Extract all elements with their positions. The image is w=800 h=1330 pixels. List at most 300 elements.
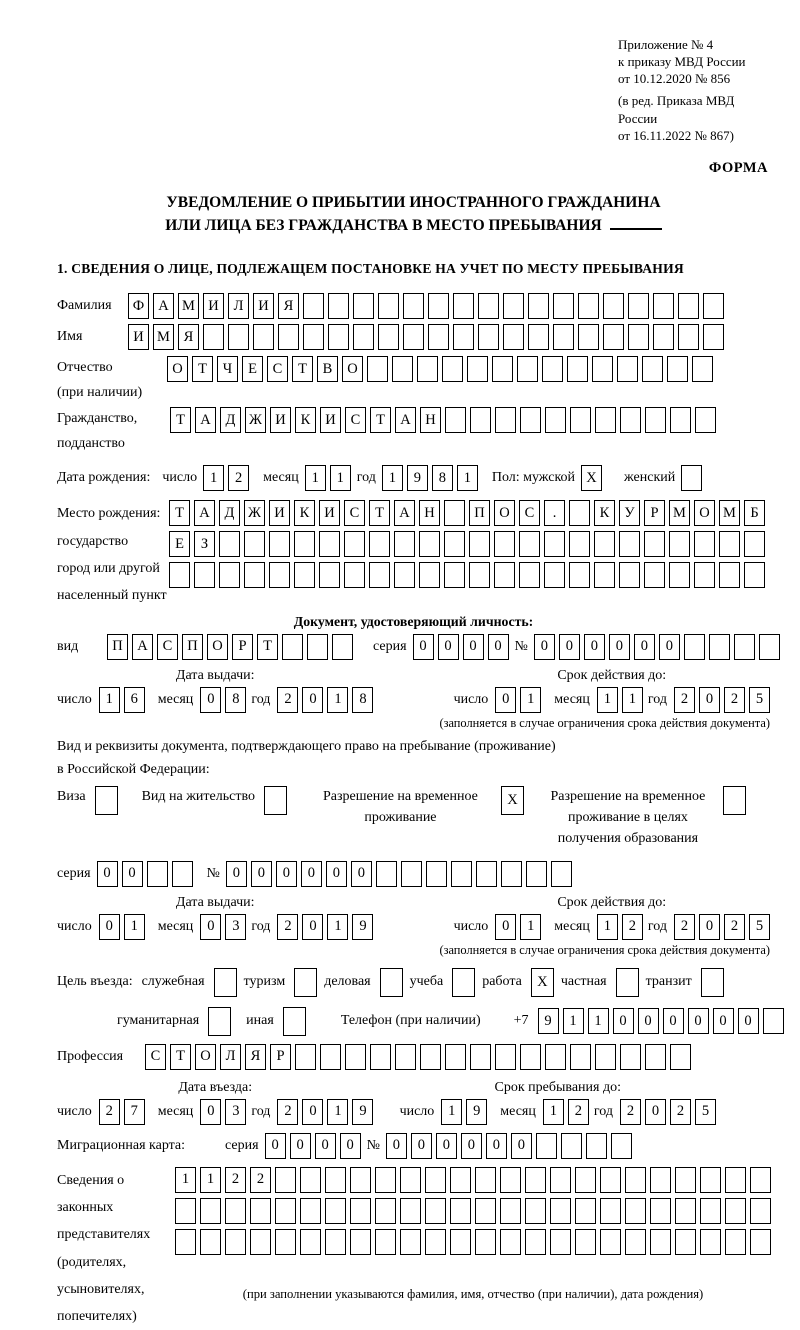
char-box[interactable]: 2 bbox=[228, 465, 249, 491]
char-box[interactable]: 1 bbox=[457, 465, 478, 491]
char-box[interactable] bbox=[169, 562, 190, 588]
char-box[interactable]: 1 bbox=[200, 1167, 221, 1193]
char-box[interactable] bbox=[400, 1229, 421, 1255]
char-box[interactable] bbox=[592, 356, 613, 382]
char-box[interactable]: 9 bbox=[352, 1099, 373, 1125]
char-box[interactable] bbox=[569, 562, 590, 588]
char-box[interactable] bbox=[600, 1198, 621, 1224]
char-box[interactable] bbox=[675, 1229, 696, 1255]
char-box[interactable] bbox=[594, 562, 615, 588]
char-box[interactable] bbox=[520, 1044, 541, 1070]
char-box[interactable] bbox=[670, 407, 691, 433]
char-box[interactable]: 1 bbox=[175, 1167, 196, 1193]
char-box[interactable]: 0 bbox=[200, 687, 221, 713]
char-box[interactable]: 6 bbox=[124, 687, 145, 713]
char-box[interactable] bbox=[375, 1198, 396, 1224]
char-box[interactable] bbox=[519, 531, 540, 557]
char-box[interactable]: 2 bbox=[225, 1167, 246, 1193]
char-box[interactable]: Ж bbox=[245, 407, 266, 433]
char-box[interactable] bbox=[450, 1198, 471, 1224]
char-box[interactable]: 0 bbox=[461, 1133, 482, 1159]
char-box[interactable] bbox=[401, 861, 422, 887]
char-box[interactable] bbox=[569, 531, 590, 557]
char-box[interactable]: К bbox=[294, 500, 315, 526]
char-box[interactable] bbox=[567, 356, 588, 382]
char-box[interactable]: О bbox=[342, 356, 363, 382]
char-box[interactable] bbox=[650, 1198, 671, 1224]
char-box[interactable] bbox=[394, 531, 415, 557]
char-box[interactable]: 2 bbox=[674, 914, 695, 940]
char-box[interactable]: 2 bbox=[99, 1099, 120, 1125]
char-box[interactable] bbox=[453, 293, 474, 319]
char-box[interactable]: 0 bbox=[438, 634, 459, 660]
char-box[interactable]: 0 bbox=[609, 634, 630, 660]
char-box[interactable]: С bbox=[157, 634, 178, 660]
char-box[interactable] bbox=[545, 407, 566, 433]
char-box[interactable]: Л bbox=[220, 1044, 241, 1070]
char-box[interactable] bbox=[644, 531, 665, 557]
char-box[interactable]: Ж bbox=[244, 500, 265, 526]
char-box[interactable] bbox=[703, 324, 724, 350]
char-box[interactable]: 0 bbox=[495, 914, 516, 940]
char-box[interactable]: К bbox=[594, 500, 615, 526]
char-box[interactable]: А bbox=[132, 634, 153, 660]
char-box[interactable]: И bbox=[253, 293, 274, 319]
char-box[interactable]: П bbox=[182, 634, 203, 660]
char-box[interactable] bbox=[478, 293, 499, 319]
char-box[interactable]: Р bbox=[644, 500, 665, 526]
char-box[interactable] bbox=[575, 1167, 596, 1193]
char-box[interactable] bbox=[225, 1229, 246, 1255]
char-box[interactable] bbox=[295, 1044, 316, 1070]
char-box[interactable] bbox=[320, 1044, 341, 1070]
char-box[interactable] bbox=[684, 634, 705, 660]
char-box[interactable] bbox=[619, 562, 640, 588]
char-box[interactable] bbox=[670, 1044, 691, 1070]
char-box[interactable]: 1 bbox=[597, 687, 618, 713]
char-box[interactable] bbox=[578, 293, 599, 319]
char-box[interactable]: 0 bbox=[486, 1133, 507, 1159]
char-box[interactable]: 0 bbox=[315, 1133, 336, 1159]
char-box[interactable]: А bbox=[195, 407, 216, 433]
char-box[interactable] bbox=[703, 293, 724, 319]
char-box[interactable] bbox=[595, 1044, 616, 1070]
char-box[interactable]: 0 bbox=[265, 1133, 286, 1159]
char-box[interactable]: 1 bbox=[305, 465, 326, 491]
char-box[interactable] bbox=[367, 356, 388, 382]
char-box[interactable]: 1 bbox=[441, 1099, 462, 1125]
char-box[interactable] bbox=[500, 1229, 521, 1255]
char-box[interactable] bbox=[603, 324, 624, 350]
char-box[interactable] bbox=[725, 1167, 746, 1193]
char-box[interactable]: 0 bbox=[663, 1008, 684, 1034]
char-box[interactable]: 0 bbox=[699, 914, 720, 940]
char-box[interactable] bbox=[175, 1198, 196, 1224]
char-box[interactable]: 2 bbox=[250, 1167, 271, 1193]
char-box[interactable]: 0 bbox=[738, 1008, 759, 1034]
char-box[interactable]: 8 bbox=[225, 687, 246, 713]
char-box[interactable] bbox=[594, 531, 615, 557]
char-box[interactable] bbox=[394, 562, 415, 588]
char-box[interactable] bbox=[620, 1044, 641, 1070]
char-box[interactable] bbox=[645, 407, 666, 433]
char-box[interactable] bbox=[570, 407, 591, 433]
char-box[interactable] bbox=[675, 1167, 696, 1193]
char-box[interactable] bbox=[444, 500, 465, 526]
char-box[interactable] bbox=[344, 531, 365, 557]
char-box[interactable] bbox=[578, 324, 599, 350]
char-box[interactable]: Т bbox=[292, 356, 313, 382]
char-box[interactable] bbox=[332, 634, 353, 660]
char-box[interactable]: 0 bbox=[276, 861, 297, 887]
char-box[interactable]: 0 bbox=[302, 687, 323, 713]
char-box[interactable]: 1 bbox=[203, 465, 224, 491]
char-box[interactable]: 0 bbox=[495, 687, 516, 713]
char-box[interactable]: Т bbox=[257, 634, 278, 660]
char-box[interactable]: Т bbox=[170, 407, 191, 433]
char-box[interactable] bbox=[569, 500, 590, 526]
char-box[interactable]: Е bbox=[242, 356, 263, 382]
char-box[interactable]: 2 bbox=[277, 687, 298, 713]
char-box[interactable]: Я bbox=[178, 324, 199, 350]
char-box[interactable]: 0 bbox=[638, 1008, 659, 1034]
char-box[interactable] bbox=[503, 324, 524, 350]
char-box[interactable] bbox=[445, 1044, 466, 1070]
char-box[interactable] bbox=[294, 968, 317, 997]
char-box[interactable]: П bbox=[469, 500, 490, 526]
char-box[interactable]: 2 bbox=[674, 687, 695, 713]
char-box[interactable]: И bbox=[320, 407, 341, 433]
char-box[interactable]: Н bbox=[420, 407, 441, 433]
char-box[interactable]: 1 bbox=[327, 914, 348, 940]
char-box[interactable] bbox=[536, 1133, 557, 1159]
char-box[interactable]: 3 bbox=[225, 1099, 246, 1125]
char-box[interactable]: Н bbox=[419, 500, 440, 526]
char-box[interactable]: 8 bbox=[352, 687, 373, 713]
char-box[interactable] bbox=[744, 531, 765, 557]
char-box[interactable] bbox=[369, 562, 390, 588]
char-box[interactable]: 0 bbox=[634, 634, 655, 660]
char-box[interactable] bbox=[675, 1198, 696, 1224]
char-box[interactable]: 1 bbox=[597, 914, 618, 940]
char-box[interactable]: 1 bbox=[563, 1008, 584, 1034]
char-box[interactable]: 1 bbox=[99, 687, 120, 713]
char-box[interactable] bbox=[294, 531, 315, 557]
char-box[interactable] bbox=[419, 562, 440, 588]
char-box[interactable] bbox=[526, 861, 547, 887]
char-box[interactable] bbox=[551, 861, 572, 887]
char-box[interactable]: 9 bbox=[407, 465, 428, 491]
char-box[interactable]: К bbox=[295, 407, 316, 433]
char-box[interactable]: Д bbox=[220, 407, 241, 433]
char-box[interactable] bbox=[611, 1133, 632, 1159]
char-box[interactable] bbox=[544, 562, 565, 588]
char-box[interactable] bbox=[501, 861, 522, 887]
char-box[interactable] bbox=[495, 1044, 516, 1070]
char-box[interactable] bbox=[750, 1167, 771, 1193]
char-box[interactable] bbox=[283, 1007, 306, 1036]
char-box[interactable] bbox=[345, 1044, 366, 1070]
char-box[interactable] bbox=[200, 1229, 221, 1255]
char-box[interactable] bbox=[528, 324, 549, 350]
char-box[interactable] bbox=[545, 1044, 566, 1070]
char-box[interactable]: 5 bbox=[749, 914, 770, 940]
char-box[interactable] bbox=[570, 1044, 591, 1070]
char-box[interactable]: 0 bbox=[659, 634, 680, 660]
char-box[interactable] bbox=[561, 1133, 582, 1159]
char-box[interactable] bbox=[425, 1167, 446, 1193]
char-box[interactable]: 0 bbox=[411, 1133, 432, 1159]
char-box[interactable]: А bbox=[395, 407, 416, 433]
char-box[interactable]: 9 bbox=[352, 914, 373, 940]
char-box[interactable] bbox=[328, 293, 349, 319]
char-box[interactable]: 1 bbox=[327, 687, 348, 713]
char-box[interactable] bbox=[353, 293, 374, 319]
char-box[interactable] bbox=[719, 531, 740, 557]
char-box[interactable]: А bbox=[194, 500, 215, 526]
char-box[interactable] bbox=[650, 1229, 671, 1255]
char-box[interactable] bbox=[250, 1198, 271, 1224]
char-box[interactable] bbox=[228, 324, 249, 350]
char-box[interactable] bbox=[695, 407, 716, 433]
char-box[interactable] bbox=[628, 324, 649, 350]
char-box[interactable] bbox=[550, 1198, 571, 1224]
char-box[interactable]: 7 bbox=[124, 1099, 145, 1125]
char-box[interactable] bbox=[450, 1229, 471, 1255]
char-box[interactable] bbox=[369, 531, 390, 557]
char-box[interactable] bbox=[744, 562, 765, 588]
char-box[interactable] bbox=[628, 293, 649, 319]
char-box[interactable]: 9 bbox=[466, 1099, 487, 1125]
char-box[interactable] bbox=[303, 324, 324, 350]
char-box[interactable] bbox=[175, 1229, 196, 1255]
char-box[interactable]: В bbox=[317, 356, 338, 382]
char-box[interactable] bbox=[451, 861, 472, 887]
char-box[interactable] bbox=[500, 1198, 521, 1224]
char-box[interactable]: 1 bbox=[588, 1008, 609, 1034]
char-box[interactable]: Т bbox=[369, 500, 390, 526]
char-box[interactable] bbox=[700, 1229, 721, 1255]
char-box[interactable] bbox=[444, 531, 465, 557]
char-box[interactable]: 2 bbox=[724, 687, 745, 713]
char-box[interactable] bbox=[723, 786, 746, 815]
char-box[interactable] bbox=[653, 293, 674, 319]
char-box[interactable]: И bbox=[128, 324, 149, 350]
char-box[interactable] bbox=[376, 861, 397, 887]
char-box[interactable] bbox=[619, 531, 640, 557]
char-box[interactable] bbox=[375, 1229, 396, 1255]
char-box[interactable] bbox=[528, 293, 549, 319]
char-box[interactable]: М bbox=[153, 324, 174, 350]
char-box[interactable]: М bbox=[669, 500, 690, 526]
char-box[interactable]: 1 bbox=[330, 465, 351, 491]
char-box[interactable]: И bbox=[203, 293, 224, 319]
char-box[interactable] bbox=[319, 531, 340, 557]
char-box[interactable]: 5 bbox=[749, 687, 770, 713]
char-box[interactable] bbox=[278, 324, 299, 350]
char-box[interactable] bbox=[586, 1133, 607, 1159]
char-box[interactable] bbox=[700, 1198, 721, 1224]
char-box[interactable] bbox=[244, 562, 265, 588]
char-box[interactable] bbox=[353, 324, 374, 350]
char-box[interactable] bbox=[400, 1198, 421, 1224]
char-box[interactable] bbox=[319, 562, 340, 588]
char-box[interactable] bbox=[709, 634, 730, 660]
char-box[interactable]: С bbox=[344, 500, 365, 526]
char-box[interactable]: 2 bbox=[277, 1099, 298, 1125]
char-box[interactable] bbox=[694, 562, 715, 588]
char-box[interactable]: 0 bbox=[713, 1008, 734, 1034]
char-box[interactable] bbox=[544, 531, 565, 557]
char-box[interactable] bbox=[300, 1229, 321, 1255]
char-box[interactable] bbox=[294, 562, 315, 588]
char-box[interactable] bbox=[300, 1198, 321, 1224]
char-box[interactable]: 0 bbox=[613, 1008, 634, 1034]
char-box[interactable] bbox=[244, 531, 265, 557]
char-box[interactable] bbox=[370, 1044, 391, 1070]
char-box[interactable] bbox=[645, 1044, 666, 1070]
char-box[interactable] bbox=[282, 634, 303, 660]
char-box[interactable] bbox=[725, 1198, 746, 1224]
char-box[interactable]: О bbox=[207, 634, 228, 660]
char-box[interactable] bbox=[395, 1044, 416, 1070]
char-box[interactable] bbox=[575, 1229, 596, 1255]
char-box[interactable]: 0 bbox=[301, 861, 322, 887]
char-box[interactable]: 1 bbox=[520, 687, 541, 713]
char-box[interactable] bbox=[453, 324, 474, 350]
char-box[interactable] bbox=[503, 293, 524, 319]
char-box[interactable]: С bbox=[519, 500, 540, 526]
char-box[interactable]: 1 bbox=[543, 1099, 564, 1125]
char-box[interactable] bbox=[650, 1167, 671, 1193]
char-box[interactable] bbox=[325, 1229, 346, 1255]
char-box[interactable]: Е bbox=[169, 531, 190, 557]
char-box[interactable] bbox=[214, 968, 237, 997]
char-box[interactable]: С bbox=[267, 356, 288, 382]
char-box[interactable] bbox=[380, 968, 403, 997]
char-box[interactable] bbox=[525, 1198, 546, 1224]
char-box[interactable] bbox=[678, 293, 699, 319]
char-box[interactable] bbox=[475, 1198, 496, 1224]
char-box[interactable] bbox=[269, 531, 290, 557]
char-box[interactable] bbox=[500, 1167, 521, 1193]
char-box[interactable]: 0 bbox=[226, 861, 247, 887]
char-box[interactable] bbox=[550, 1229, 571, 1255]
char-box[interactable] bbox=[642, 356, 663, 382]
char-box[interactable]: 0 bbox=[511, 1133, 532, 1159]
char-box[interactable]: Я bbox=[278, 293, 299, 319]
char-box[interactable]: Т bbox=[370, 407, 391, 433]
char-box[interactable]: Б bbox=[744, 500, 765, 526]
char-box[interactable] bbox=[325, 1167, 346, 1193]
char-box[interactable] bbox=[750, 1198, 771, 1224]
char-box[interactable] bbox=[553, 293, 574, 319]
char-box[interactable] bbox=[392, 356, 413, 382]
char-box[interactable] bbox=[478, 324, 499, 350]
char-box[interactable] bbox=[400, 1167, 421, 1193]
char-box[interactable]: А bbox=[153, 293, 174, 319]
char-box[interactable] bbox=[553, 324, 574, 350]
char-box[interactable] bbox=[517, 356, 538, 382]
char-box[interactable]: З bbox=[194, 531, 215, 557]
char-box[interactable] bbox=[519, 562, 540, 588]
char-box[interactable]: 1 bbox=[327, 1099, 348, 1125]
char-box[interactable]: X bbox=[531, 968, 554, 997]
char-box[interactable] bbox=[701, 968, 724, 997]
char-box[interactable] bbox=[694, 531, 715, 557]
char-box[interactable] bbox=[550, 1167, 571, 1193]
char-box[interactable] bbox=[350, 1198, 371, 1224]
char-box[interactable] bbox=[172, 861, 193, 887]
char-box[interactable]: 1 bbox=[520, 914, 541, 940]
char-box[interactable] bbox=[219, 562, 240, 588]
char-box[interactable]: 0 bbox=[326, 861, 347, 887]
char-box[interactable] bbox=[575, 1198, 596, 1224]
char-box[interactable] bbox=[476, 861, 497, 887]
char-box[interactable]: X bbox=[581, 465, 602, 491]
char-box[interactable]: 0 bbox=[386, 1133, 407, 1159]
char-box[interactable] bbox=[625, 1167, 646, 1193]
char-box[interactable]: 9 bbox=[538, 1008, 559, 1034]
char-box[interactable] bbox=[444, 562, 465, 588]
char-box[interactable]: 0 bbox=[488, 634, 509, 660]
char-box[interactable] bbox=[303, 293, 324, 319]
char-box[interactable]: Р bbox=[232, 634, 253, 660]
char-box[interactable] bbox=[200, 1198, 221, 1224]
char-box[interactable] bbox=[264, 786, 287, 815]
char-box[interactable]: Л bbox=[228, 293, 249, 319]
char-box[interactable] bbox=[328, 324, 349, 350]
char-box[interactable]: 0 bbox=[200, 914, 221, 940]
char-box[interactable] bbox=[350, 1229, 371, 1255]
char-box[interactable] bbox=[470, 1044, 491, 1070]
char-box[interactable]: С bbox=[145, 1044, 166, 1070]
char-box[interactable]: 0 bbox=[413, 634, 434, 660]
char-box[interactable] bbox=[467, 356, 488, 382]
char-box[interactable] bbox=[669, 562, 690, 588]
char-box[interactable] bbox=[475, 1229, 496, 1255]
char-box[interactable] bbox=[603, 293, 624, 319]
char-box[interactable]: С bbox=[345, 407, 366, 433]
char-box[interactable]: П bbox=[107, 634, 128, 660]
char-box[interactable]: Т bbox=[170, 1044, 191, 1070]
char-box[interactable]: Р bbox=[270, 1044, 291, 1070]
char-box[interactable] bbox=[725, 1229, 746, 1255]
char-box[interactable]: У bbox=[619, 500, 640, 526]
char-box[interactable]: Я bbox=[245, 1044, 266, 1070]
char-box[interactable] bbox=[420, 1044, 441, 1070]
char-box[interactable]: 0 bbox=[251, 861, 272, 887]
char-box[interactable] bbox=[445, 407, 466, 433]
char-box[interactable] bbox=[419, 531, 440, 557]
char-box[interactable]: 3 bbox=[225, 914, 246, 940]
char-box[interactable] bbox=[475, 1167, 496, 1193]
char-box[interactable] bbox=[719, 562, 740, 588]
char-box[interactable] bbox=[495, 407, 516, 433]
char-box[interactable]: 0 bbox=[688, 1008, 709, 1034]
char-box[interactable] bbox=[759, 634, 780, 660]
char-box[interactable] bbox=[653, 324, 674, 350]
char-box[interactable]: 5 bbox=[695, 1099, 716, 1125]
char-box[interactable] bbox=[625, 1229, 646, 1255]
char-box[interactable] bbox=[494, 562, 515, 588]
char-box[interactable]: О bbox=[167, 356, 188, 382]
char-box[interactable] bbox=[275, 1229, 296, 1255]
char-box[interactable]: О bbox=[195, 1044, 216, 1070]
char-box[interactable] bbox=[344, 562, 365, 588]
char-box[interactable]: 0 bbox=[97, 861, 118, 887]
char-box[interactable]: 0 bbox=[302, 1099, 323, 1125]
